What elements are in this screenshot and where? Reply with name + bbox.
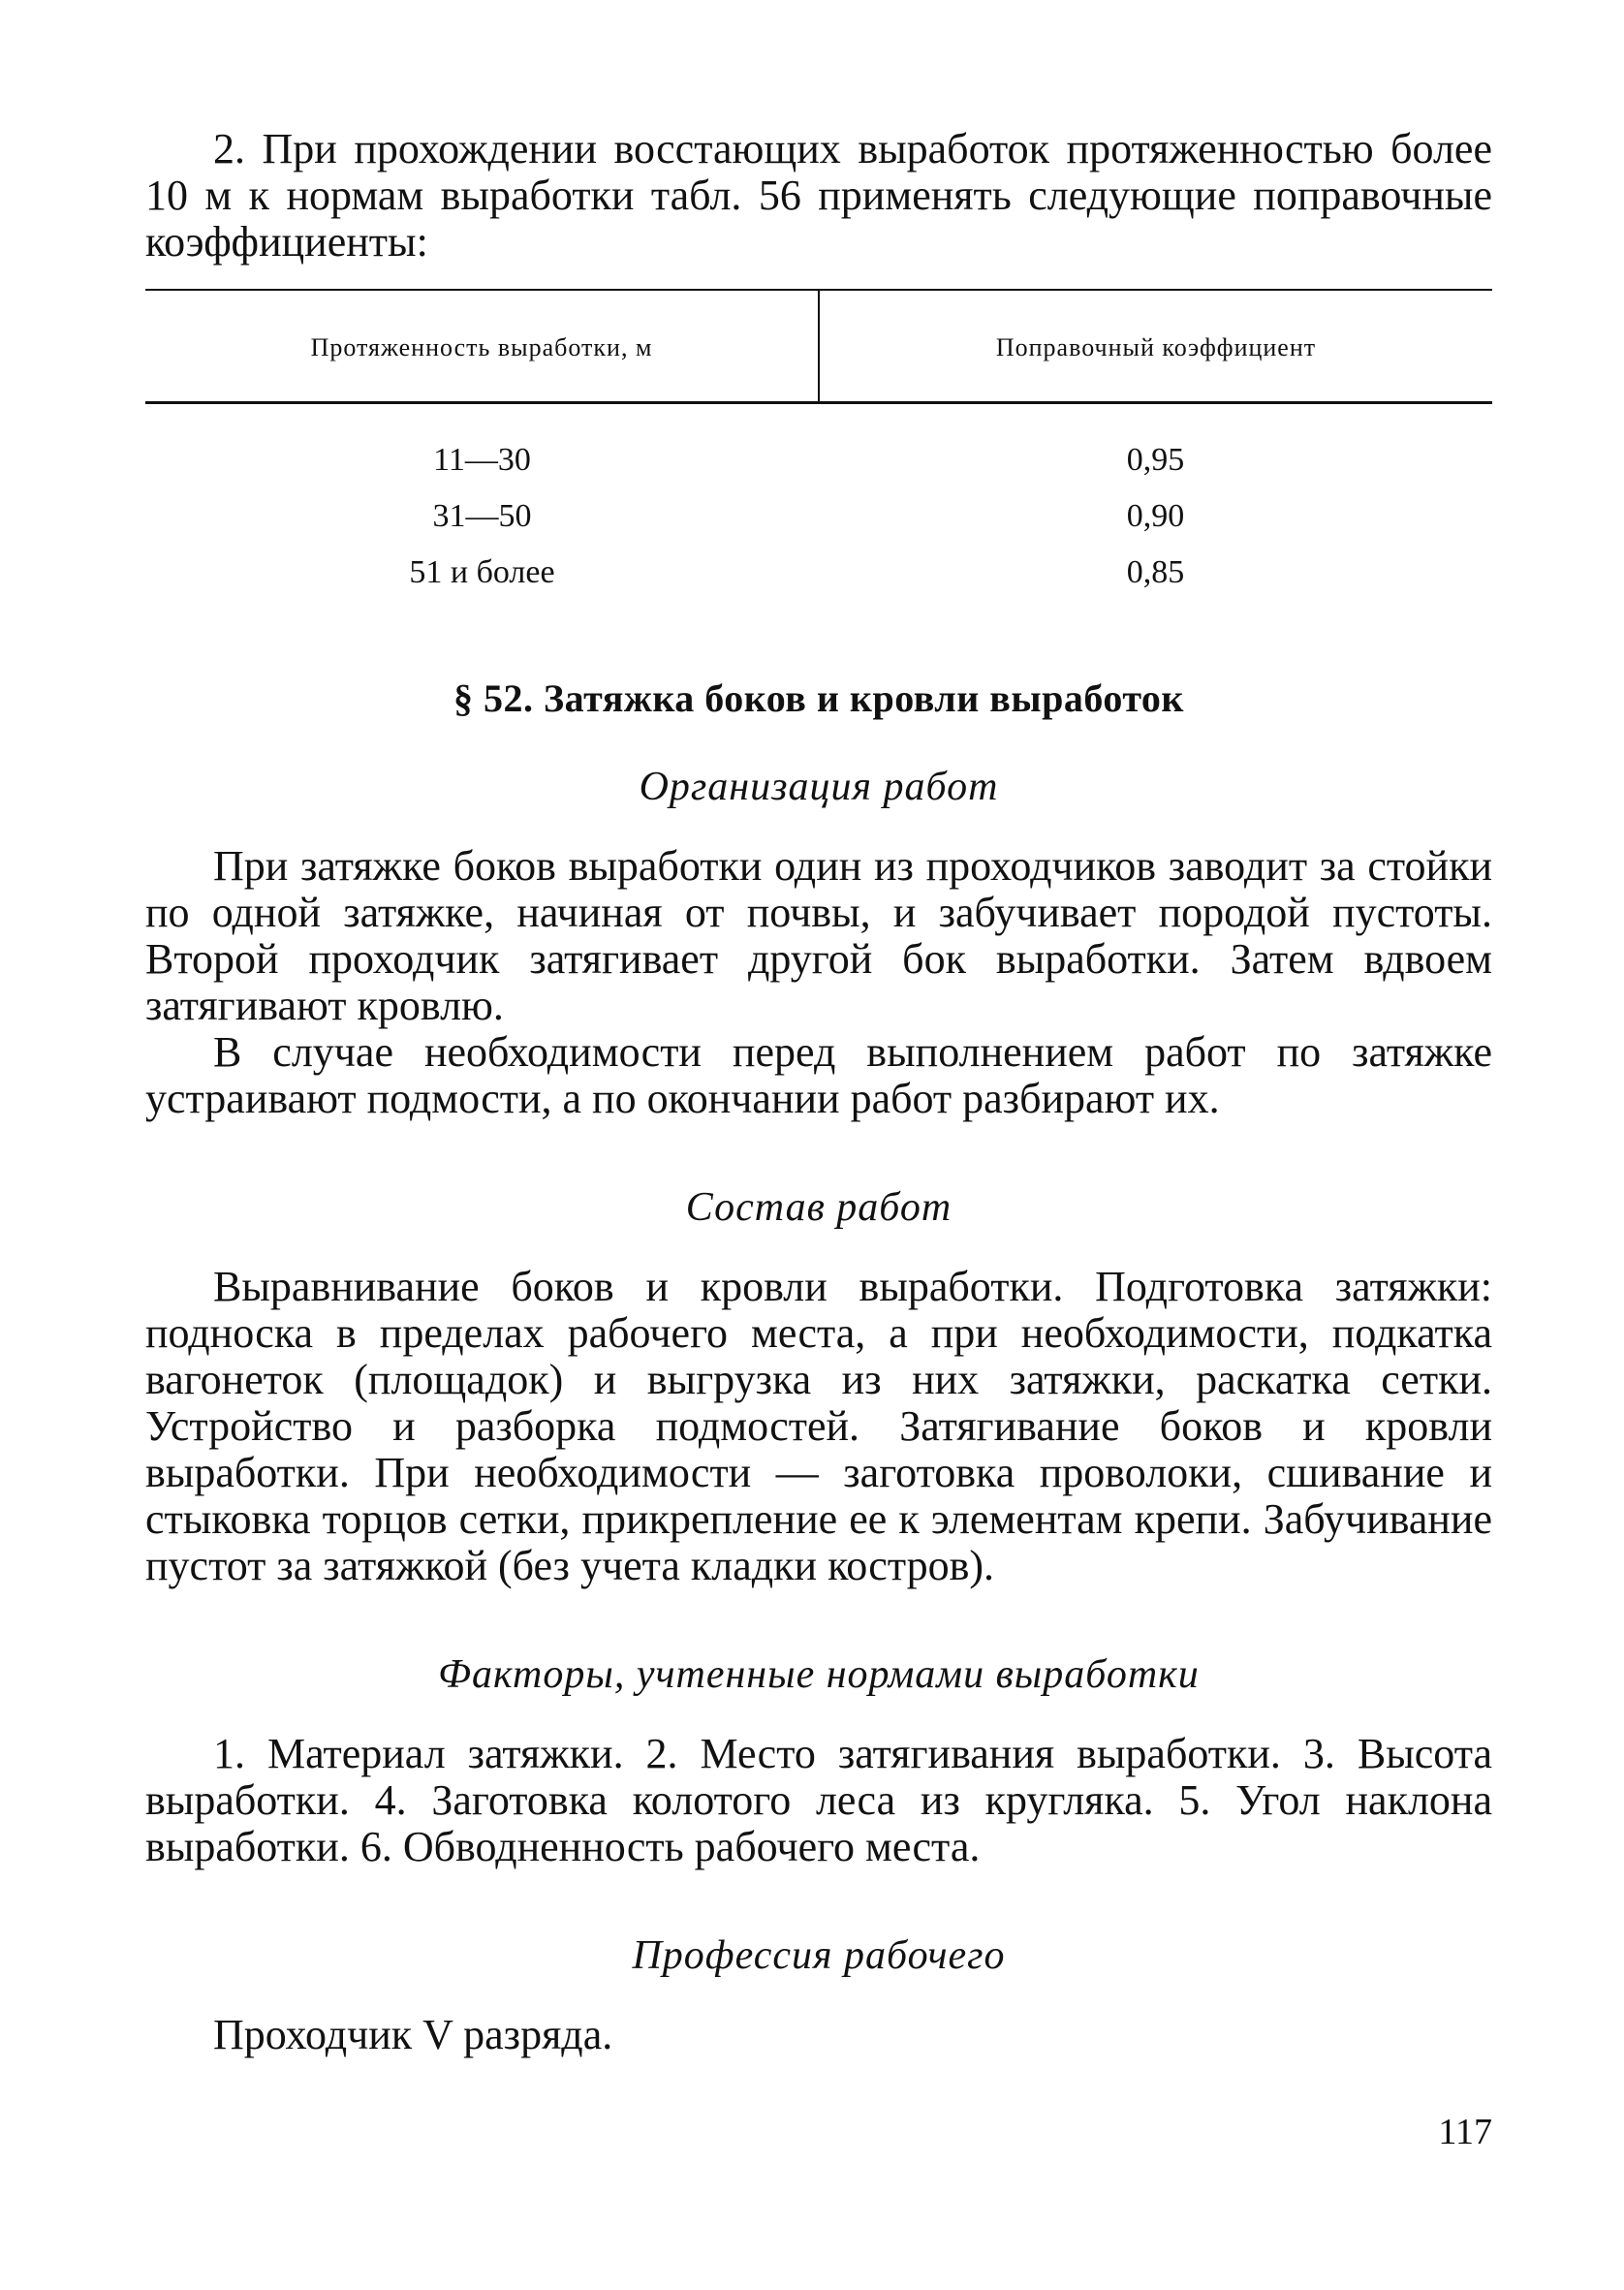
composition-paragraph: Выравнивание боков и кровли выработки. Подготовка затяжки: подноска в пределах рабочего места, а при необходимости, подкатка вагонеток (площадок) и выгрузка из них затяжки, раскатка сетки. Устройство и разборка подмостей. Затягивание боков и кровли выработки. При необходимости — заготовка проволоки, сшивание и стыковка торцов сетки, прикрепление ее к элементам крепи. Забучивание пустот за затяжкой (без учета кладки костров).	[145, 1263, 1492, 1589]
section-title: § 52. Затяжка боков и кровли выработок	[453, 676, 1184, 720]
table-cell-length: 51 и более	[409, 554, 555, 590]
organization-paragraph-1: При затяжке боков выработки один из проходчиков заводит за стойки по одной затяжке, начиная от почвы, и забучивает породой пустоты. Второй проходчик затягивает другой бок выработки. Затем вдвоем затягивают кровлю.	[145, 842, 1492, 1029]
organization-heading: Организация работ	[639, 765, 999, 809]
table-cell-coefficient: 0,85	[1126, 554, 1185, 590]
table-header-length: Протяженность выработки, м	[145, 290, 819, 403]
profession-paragraph: Проходчик V разряда.	[213, 2011, 613, 2058]
table-cell-coefficient: 0,95	[1126, 442, 1185, 478]
factors-heading: Факторы, учтенные нормами выработки	[438, 1652, 1200, 1697]
table-row	[145, 489, 1492, 546]
correction-coefficients-table	[145, 289, 1492, 602]
table-header-coefficient: Поправочный коэффициент	[819, 290, 1492, 403]
document-page	[145, 126, 1492, 2058]
table-row	[145, 403, 1492, 490]
composition-heading: Состав работ	[685, 1185, 953, 1230]
spacer	[145, 1589, 1492, 1651]
organization-paragraph-2: В случае необходимости перед выполнением работ по затяжке устраивают подмости, а по окончании работ разбирают их.	[145, 1028, 1492, 1122]
factors-paragraph: 1. Материал затяжки. 2. Место затягивания выработки. 3. Высота выработки. 4. Заготовка колотого леса из кругляка. 5. Угол наклона выработки. 6. Обводненность рабочего места.	[145, 1730, 1492, 1870]
table-cell-length: 31—50	[432, 498, 532, 534]
table-row	[145, 546, 1492, 602]
intro-paragraph: 2. При прохождении восстающих выработок протяженностью более 10 м к нормам выработки табл. 56 применять следующие поправочные коэффициенты:	[145, 125, 1492, 266]
spacer	[145, 1870, 1492, 1932]
table-cell-coefficient: 0,90	[1126, 498, 1185, 534]
spacer	[145, 1122, 1492, 1184]
profession-heading: Профессия рабочего	[632, 1933, 1006, 1978]
page-number: 117	[1438, 2112, 1492, 2152]
table-header-row	[145, 290, 1492, 403]
table-cell-length: 11—30	[433, 442, 531, 478]
